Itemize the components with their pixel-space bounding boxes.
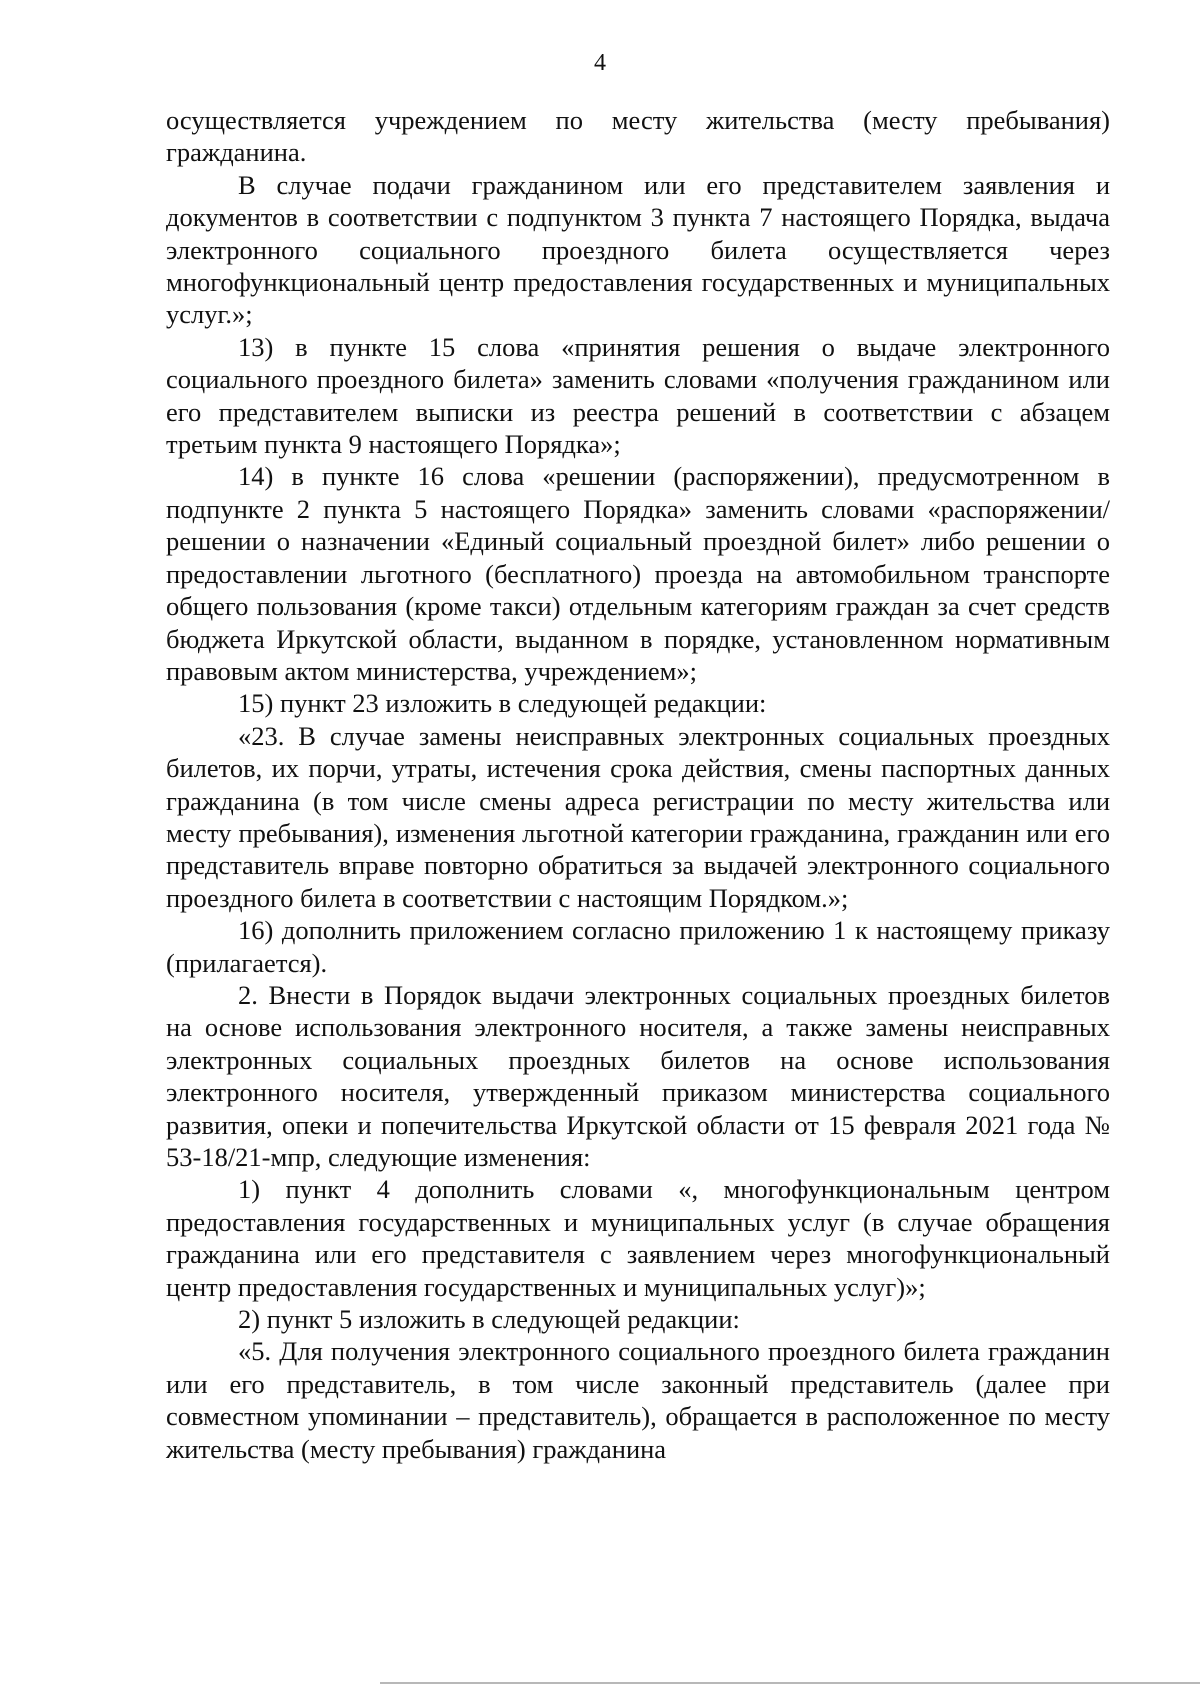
scan-edge-line: [380, 1682, 1200, 1684]
paragraph-point-5: «5. Для получения электронного социального проездного билета гражданин или его представитель, в том числе законный представитель (далее при совместном упоминании – представитель), обращается в расположенное по месту жительства (месту пребывания) гражданина: [166, 1336, 1110, 1464]
paragraph-item-2: 2) пункт 5 изложить в следующей редакции:: [238, 1304, 740, 1335]
paragraph-point-23: «23. В случае замены неисправных электронных социальных проездных билетов, их порчи, утраты, истечения срока действия, смены паспортных данных гражданина (в том числе смены адреса регистрации по месту жительства или месту пребывания), изменения льготной категории гражданина, гражданин или его представитель вправе повторно обратиться за выдачей электронного социального проездного билета в соответствии с настоящим Порядком.»;: [166, 720, 1110, 913]
paragraph-section-2: 2. Внести в Порядок выдачи электронных социальных проездных билетов на основе использования электронного носителя, а также замены неисправных электронных социальных проездных билетов на основе использования электронного носителя, утвержденный приказом министерства социального развития, опеки и попечительства Иркутской области от 15 февраля 2021 года № 53-18/21-мпр, следующие изменения:: [166, 979, 1110, 1172]
paragraph-item-14: 14) в пункте 16 слова «решении (распоряжении), предусмотренном в подпункте 2 пункта 5 настоящего Порядка» заменить словами «распоряжении/решении о назначении «Единый социальный проездной билет» либо решении о предоставлении льготного (бесплатного) проезда на автомобильном транспорте общего пользования (кроме такси) отдельным категориям граждан за счет средств бюджета Иркутской области, выданном в порядке, установленном нормативным правовым актом министерства, учреждением»;: [166, 461, 1110, 686]
paragraph-item-15: 15) пункт 23 изложить в следующей редакции:: [238, 688, 767, 719]
document-body: [166, 104, 1110, 1465]
page-number: 4: [594, 50, 606, 76]
paragraph-item-13: 13) в пункте 15 слова «принятия решения о выдаче электронного социального проездного билета» заменить словами «получения гражданином или его представителем выписки из реестра решений в соответствии с абзацем третьим пункта 9 настоящего Порядка»;: [166, 331, 1110, 460]
paragraph-mfc-issuance: В случае подачи гражданином или его представителем заявления и документов в соответствии с подпунктом 3 пункта 7 настоящего Порядка, выдача электронного социального проездного билета осуществляется через многофункциональный центр предоставления государственных и муниципальных услуг.»;: [166, 169, 1110, 330]
paragraph-continuation: осуществляется учреждением по месту жительства (месту пребывания) гражданина.: [166, 105, 1110, 168]
paragraph-item-16: 16) дополнить приложением согласно приложению 1 к настоящему приказу (прилагается).: [166, 915, 1110, 978]
paragraph-item-1: 1) пункт 4 дополнить словами «, многофункциональным центром предоставления государственных и муниципальных услуг (в случае обращения гражданина или его представителя с заявлением через многофункциональный центр предоставления государственных и муниципальных услуг)»;: [166, 1174, 1110, 1302]
